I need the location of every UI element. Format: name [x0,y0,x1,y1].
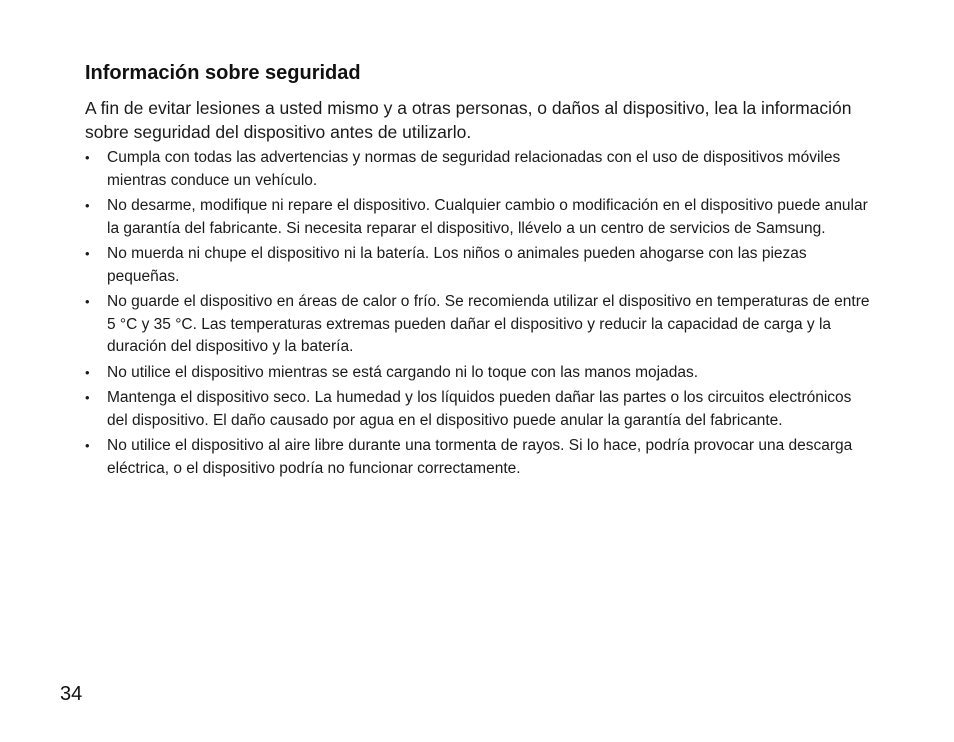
bullet-icon: • [85,294,90,309]
bullet-item [85,291,875,359]
page-content [85,58,875,483]
bullet-text: No guarde el dispositivo en áreas de calor o frío. Se recomienda utilizar el dispositivo en temperaturas de entre 5 °C y 35 °C. Las temperaturas extremas pueden dañar el dispositivo y reducir la capacidad de carga y la duración del dispositivo y la batería. [107,293,870,355]
bullet-text: No utilice el dispositivo al aire libre durante una tormenta de rayos. Si lo hace, podría provocar una descarga eléctrica, o el dispositivo podría no funcionar correctamente. [107,437,853,477]
bullet-icon: • [85,390,90,405]
bullet-icon: • [85,364,90,380]
bullet-text: No utilice el dispositivo mientras se está cargando ni lo toque con las manos mojadas. [107,363,699,381]
safety-bullet-list [85,147,875,480]
bullet-text: No desarme, modifique ni repare el dispositivo. Cualquier cambio o modificación en el dispositivo puede anular la garantía del fabricante. Si necesita reparar el dispositivo, llévelo a un centro de servicios de Samsung. [107,197,868,237]
bullet-text: No muerda ni chupe el dispositivo ni la batería. Los niños o animales pueden ahogarse con las piezas pequeñas. [107,245,807,285]
bullet-item [85,243,875,288]
bullet-item [85,387,875,432]
bullet-icon: • [85,438,90,453]
bullet-item [85,195,875,240]
bullet-text: Cumpla con todas las advertencias y normas de seguridad relacionadas con el uso de dispositivos móviles mientras conduce un vehículo. [107,149,841,189]
page-number: 34 [60,683,83,705]
bullet-item [85,362,875,385]
section-heading: Información sobre seguridad [85,62,361,84]
bullet-item [85,147,875,192]
bullet-icon: • [85,198,90,213]
intro-paragraph: A fin de evitar lesiones a usted mismo y a otras personas, o daños al dispositivo, lea la información sobre seguridad del dispositivo antes de utilizarlo. [85,98,852,142]
bullet-icon: • [85,246,90,261]
bullet-icon: • [85,150,90,165]
bullet-item [85,435,875,480]
bullet-text: Mantenga el dispositivo seco. La humedad y los líquidos pueden dañar las partes o los circuitos electrónicos del dispositivo. El daño causado por agua en el dispositivo puede anular la garantía del fabricante. [107,389,852,429]
